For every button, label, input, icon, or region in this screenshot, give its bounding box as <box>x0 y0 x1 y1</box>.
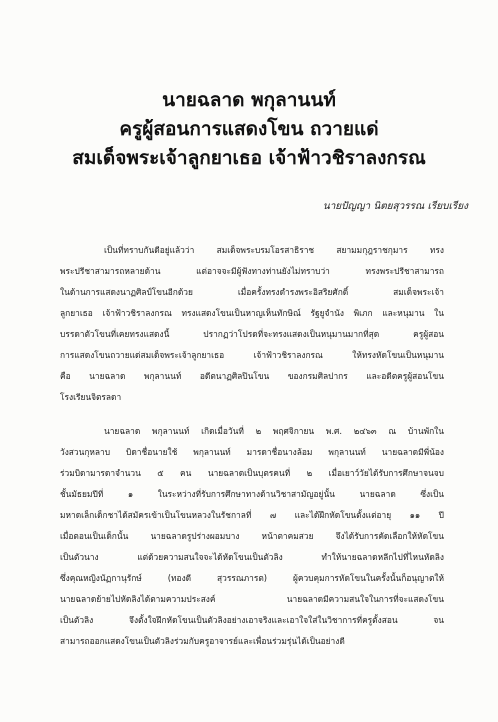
paragraph-1-line: ในด้านการแสดงนาฏศิลป์โขนอีกด้วย เมื่อครั้งทรงดำรงพระอิสริยศักดิ์ สมเด็จพระเจ้า <box>60 287 444 297</box>
paragraph-2-line: เป็นตัวลิง จึงตั้งใจฝึกหัดโขนเป็นตัวลิงอย่างเอาจริงและเอาใจใส่ในวิชาการที่ครูตั้งสอน จน <box>60 615 444 625</box>
paragraph-1-line: การแสดงโขนถวายแด่สมเด็จพระเจ้าลูกยาเธอ เจ้าฟ้าวชิราลงกรณ ให้ทรงหัดโขนเป็นหนุมาน <box>60 350 444 360</box>
page-title-line-3: สมเด็จพระเจ้าลูกยาเธอ เจ้าฟ้าวชิราลงกรณ <box>72 147 426 169</box>
paragraph-2-line: ร่วมบิดามารดาจำนวน ๕ คน นายฉลาดเป็นบุตรคนที่ ๒ เมื่อเยาว์วัยได้รับการศึกษาจนจบ <box>60 468 444 478</box>
paragraph-2-line: มหาดเล็กเด็กชาได้สมัครเข้าเป็นโขนหลวงในรัชกาลที่ ๗ และได้ฝึกหัดโขนตั้งแต่อายุ ๑๑ ปี <box>60 510 444 520</box>
paragraph-2-line: เมื่อตอนเป็นเด็กนั้น นายฉลาดรูปร่างผอมบาง หน้าตาคมสวย จึงได้รับการคัดเลือกให้หัดโขน <box>60 531 444 541</box>
page-title-line-2: ครูผู้สอนการแสดงโขน ถวายแด่ <box>119 118 379 140</box>
paragraph-2-line: นายฉลาด พกุลานนท์ เกิดเมื่อวันที่ ๒ พฤศจิกายน พ.ศ. ๒๔๖๓ ณ บ้านพักใน <box>104 426 444 436</box>
paragraph-1-line: บรรดาตัวโขนที่เคยทรงแสดงนี้ ปรากฏว่าโปรดที่จะทรงแสดงเป็นหนุมานมากที่สุด ครูผู้สอน <box>60 329 444 339</box>
paragraph-1-line: โรงเรียนจิตรลดา <box>60 392 122 402</box>
page-title-line-1: นายฉลาด พกุลานนท์ <box>162 89 336 111</box>
author-byline: นายปัญญา นิตยสุวรรณ เรียบเรียง <box>322 201 468 212</box>
paragraph-2-line: ชั้นมัธยมปีที่ ๑ ในระหว่างที่รับการศึกษาทางด้านวิชาสามัญอยู่นั้น นายฉลาด ซึ่งเป็น <box>60 489 444 499</box>
paragraph-2-line: วังสวนกุหลาบ บิดาชื่อนายใช้ พกุลานนท์ มารดาชื่อนางล้อม พกุลานนท์ นายฉลาดมีพี่น้อง <box>60 447 444 457</box>
paragraph-2-line: เป็นตัวนาง แต่ด้วยความสนใจจะได้หัดโขนเป็นตัวลิง ทำให้นายฉลาดหลีกไปที่ไหนหัดลิง <box>60 552 444 562</box>
paragraph-2-line: สามารถออกแสดงโขนเป็นตัวลิงร่วมกับครูอาจารย์และเพื่อนร่วมรุ่นได้เป็นอย่างดี <box>60 636 345 646</box>
paragraph-2-line: นายฉลาดย้ายไปหัดลิงได้ตามความประสงค์ นายฉลาดมีความสนใจในการที่จะแสดงโขน <box>60 594 444 604</box>
paragraph-2-line: ซึ่งคุณหญิงนัฏกานุรักษ์ (ทองดี สุวรรณภารต) ผู้ควบคุมการหัดโขนในครั้งนั้นก็อนุญาตให้ <box>60 573 444 583</box>
paragraph-1-line: เป็นที่ทราบกันดีอยู่แล้วว่า สมเด็จพระบรมโอรสาธิราช สยามมกุฎราชกุมาร ทรง <box>104 245 444 255</box>
paragraph-1-line: พระปรีชาสามารถหลายด้าน แต่อาจจะมีผู้ฟังทางท่านยังไม่ทราบว่า ทรงพระปรีชาสามารถ <box>60 266 444 276</box>
paragraph-1-line: ลูกยาเธอ เจ้าฟ้าวชิราลงกรณ ทรงแสดงโขนเป็นหาญเห็นทักษิณ์ รัฐยูจำนัง พิเภก และหนุมาน ใน <box>60 308 444 318</box>
paragraph-1-line: คือ นายฉลาด พกุลานนท์ อดีตนาฏศิลปินโขน ของกรมศิลปากร และอดีตครูผู้สอนโขน <box>60 371 444 381</box>
